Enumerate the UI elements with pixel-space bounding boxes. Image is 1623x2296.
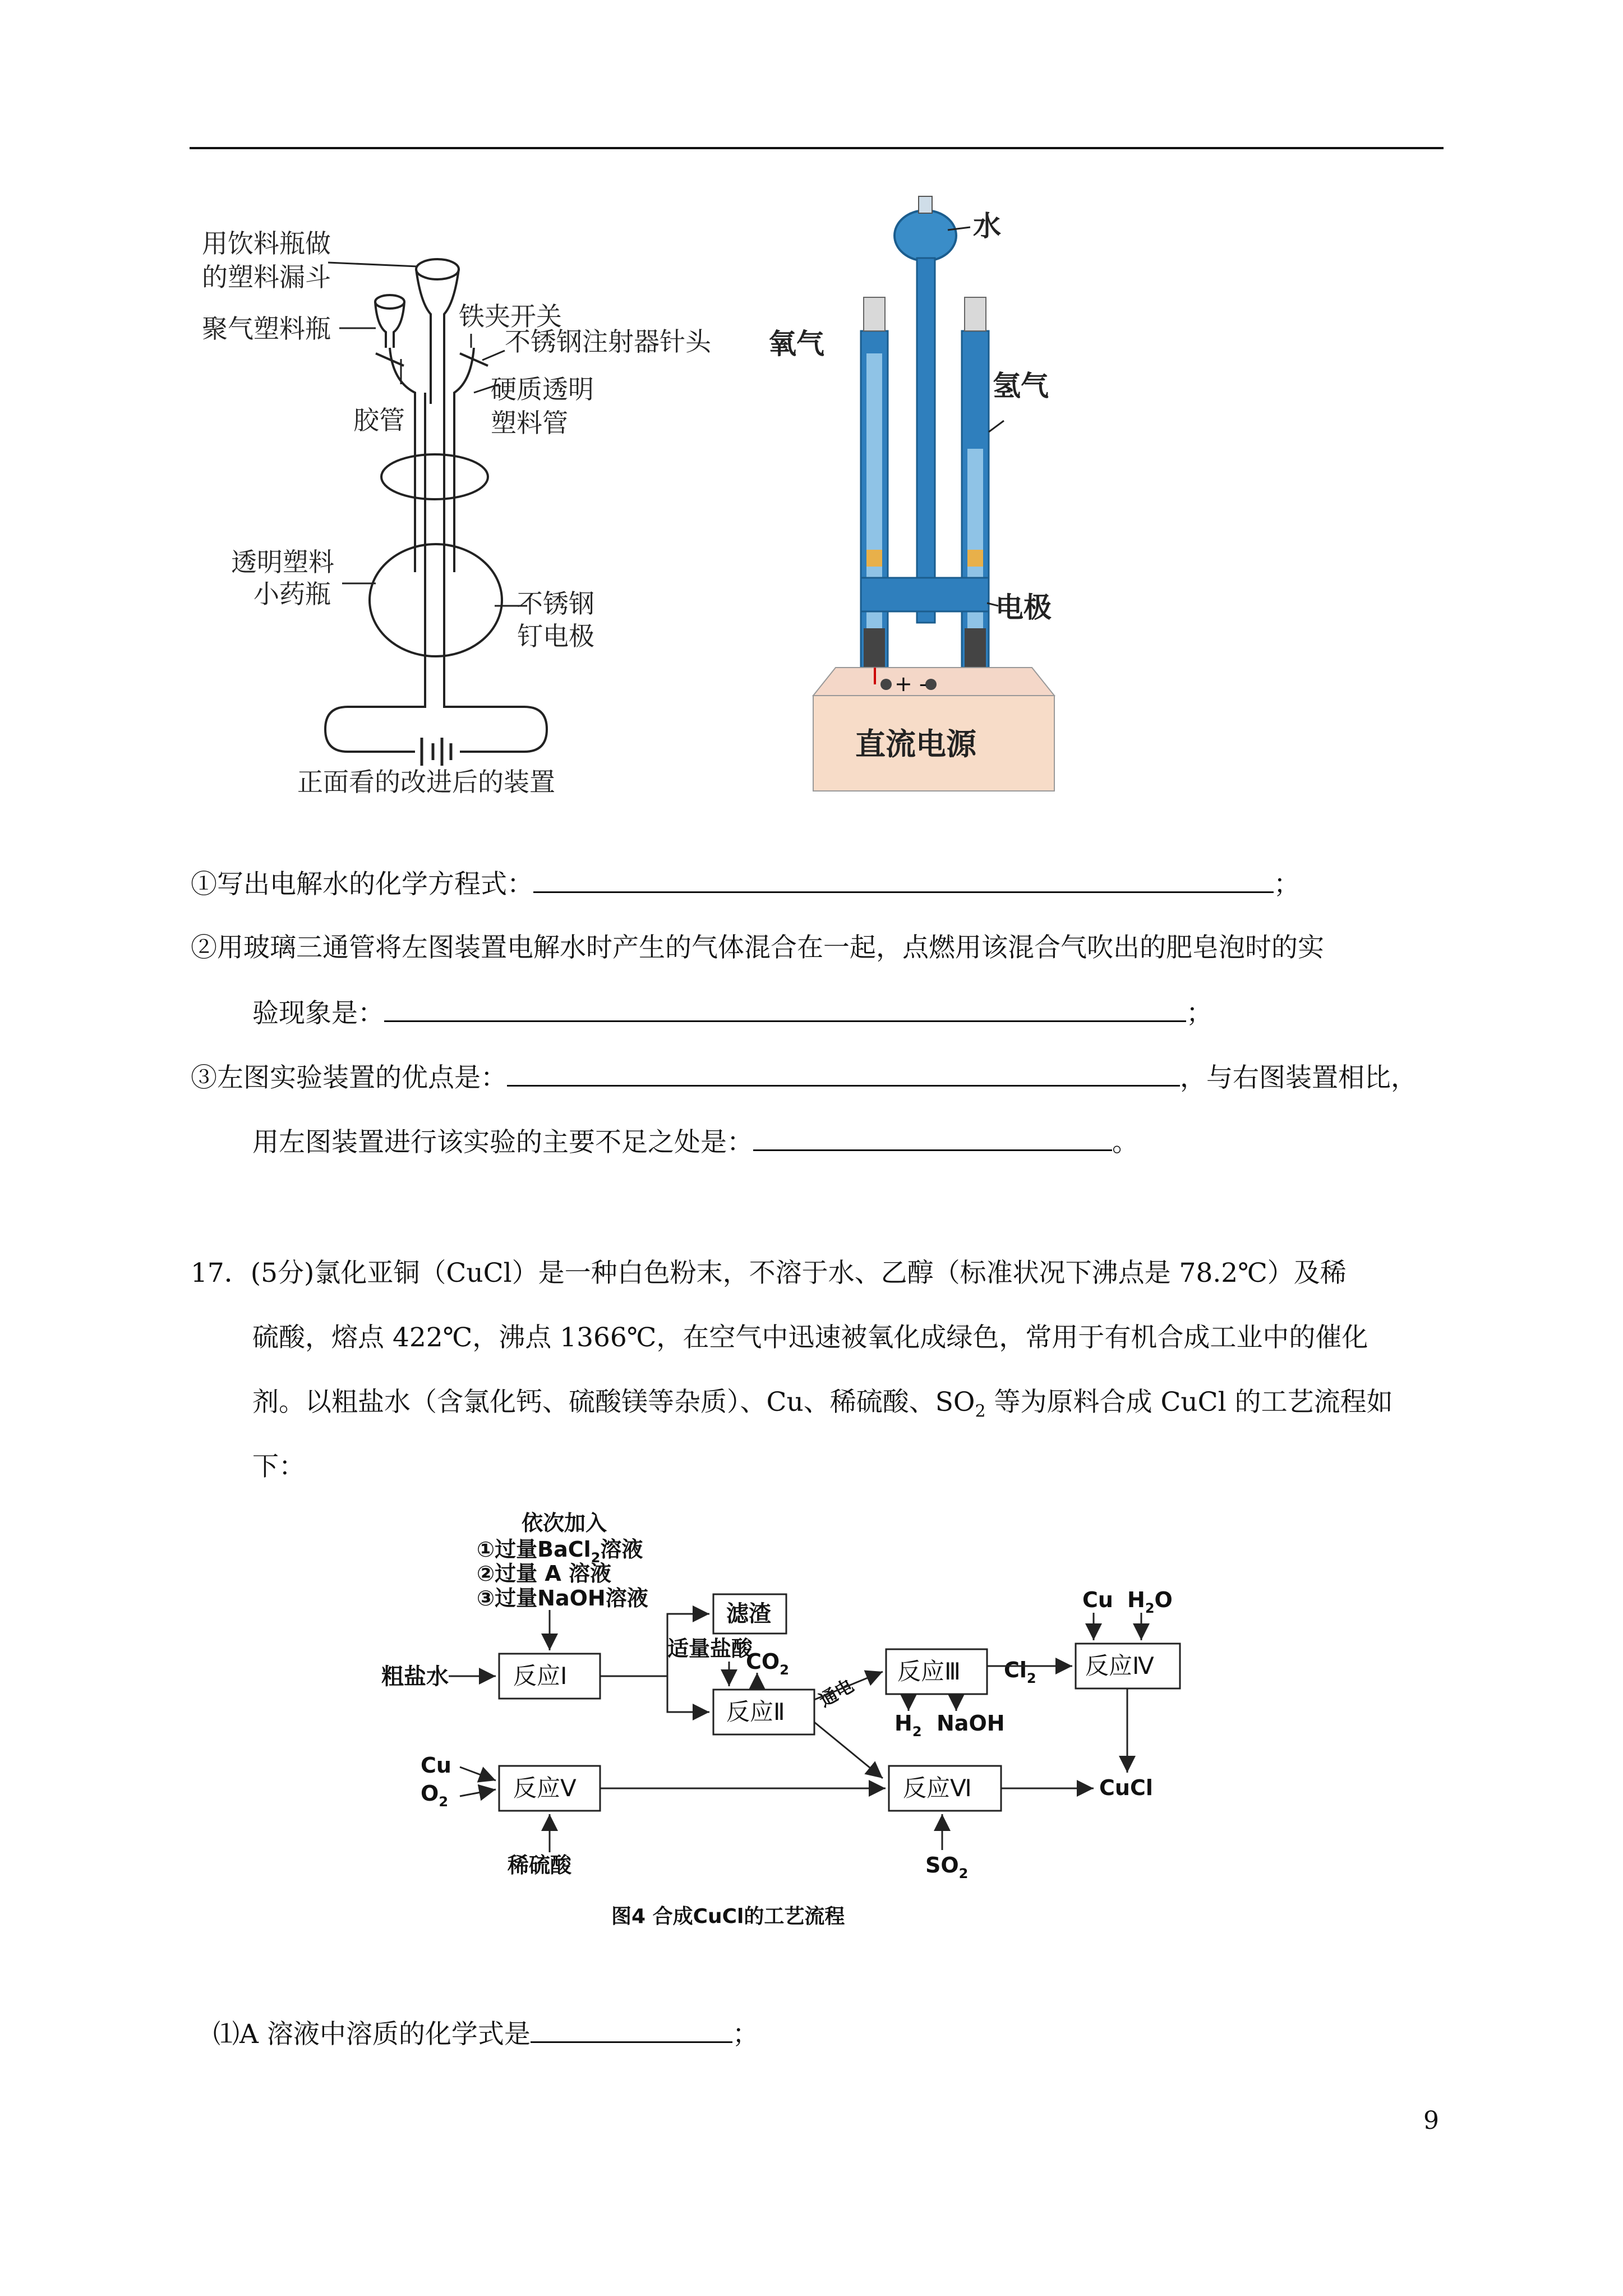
- label-oxygen: 氧气: [768, 328, 824, 360]
- question-3-text: ③左图实验装置的优点是：: [191, 1062, 507, 1093]
- question-2-end: ；: [1186, 998, 1212, 1029]
- flow-add-2: ②过量 A 溶液: [477, 1561, 612, 1586]
- flow-add-3: ③过量NaOH溶液: [477, 1586, 648, 1611]
- power-terminals: + -: [895, 671, 927, 696]
- flow-cl2-sub: 2: [1026, 1671, 1036, 1686]
- question-2-line2-text: 验现象是：: [252, 998, 384, 1029]
- question-3-line2-text: 用左图装置进行该实验的主要不足之处是：: [252, 1127, 753, 1158]
- problem-17-line-3-b: 等为原料合成 CuCl 的工艺流程如: [985, 1387, 1393, 1418]
- flow-cu-top: Cu: [1082, 1588, 1113, 1612]
- flow-cucl: CuCl: [1099, 1775, 1153, 1800]
- sub-question-1-blank[interactable]: [531, 2017, 732, 2043]
- flow-o2-sub: 2: [439, 1794, 449, 1810]
- label-hard-tube-1: 硬质透明: [491, 374, 594, 404]
- flow-h2o: [1127, 1588, 1173, 1616]
- question-3-line2: [252, 1125, 1138, 1159]
- flow-r4: 反应Ⅳ: [1085, 1652, 1154, 1680]
- label-hard-tube-2: 塑料管: [491, 408, 568, 438]
- sub-question-1-text: ⑴A 溶液中溶质的化学式是: [213, 2019, 531, 2050]
- problem-17-line-3-a: 剂。以粗盐水（含氯化钙、硫酸镁等杂质）、Cu、稀硫酸、SO: [252, 1387, 975, 1418]
- flow-add-1-a: ①过量BaCl: [477, 1537, 591, 1562]
- problem-17-line-3-sub: 2: [975, 1401, 986, 1421]
- flow-o2-a: O: [421, 1781, 439, 1806]
- question-3-mid: ，与右图装置相比，: [1180, 1062, 1417, 1093]
- flow-h2: [895, 1711, 922, 1740]
- flow-co2-a: CO: [746, 1649, 780, 1674]
- label-electrode-2: 钉电极: [517, 621, 594, 651]
- question-1-end: ；: [1274, 869, 1300, 900]
- flow-so2-a: SO: [925, 1853, 959, 1878]
- flow-so2: [925, 1853, 968, 1881]
- flow-residue: 滤渣: [726, 1601, 771, 1627]
- label-small-bottle-2: 小药瓶: [253, 579, 331, 609]
- question-1: [191, 867, 1300, 901]
- flow-h2o-b: O: [1154, 1588, 1173, 1612]
- flow-h2o-sub: 2: [1145, 1600, 1155, 1616]
- flow-add-1-sub: 2: [591, 1550, 601, 1566]
- label-electrode-1: 不锈钢: [517, 588, 594, 619]
- flow-r5: 反应Ⅴ: [513, 1774, 577, 1802]
- problem-17-line-4: 下：: [252, 1451, 305, 1482]
- label-electrode-right: 电极: [995, 591, 1052, 624]
- question-2-text: ②用玻璃三通管将左图装置电解水时产生的气体混合在一起，点燃用该混合气吹出的肥皂泡时的实: [191, 932, 1324, 963]
- flow-electrolysis: 通电: [815, 1674, 857, 1711]
- label-needle: 不锈钢注射器针头: [505, 326, 711, 357]
- problem-17-line-2: 硫酸，熔点 422℃，沸点 1366℃，在空气中迅速被氧化成绿色，常用于有机合成工业中的催化: [252, 1322, 1368, 1353]
- header-rule: [190, 147, 1444, 149]
- flow-h2-sub: 2: [912, 1724, 922, 1740]
- question-2-blank[interactable]: [384, 996, 1186, 1022]
- left-apparatus-figure: [191, 213, 808, 797]
- question-1-blank[interactable]: [533, 867, 1274, 893]
- label-poly-bottle: 聚气塑料瓶: [202, 314, 331, 344]
- flow-add-title: 依次加入: [522, 1511, 607, 1535]
- flow-co2: [746, 1649, 789, 1678]
- question-3-blank-1[interactable]: [507, 1060, 1180, 1087]
- flow-o2: [421, 1781, 448, 1810]
- question-3-blank-2[interactable]: [753, 1125, 1112, 1151]
- flow-caption: 图4 合成CuCl的工艺流程: [611, 1905, 845, 1928]
- question-3: [191, 1060, 1417, 1095]
- label-clamp: 铁夹开关: [459, 301, 562, 332]
- sub-question-1-end: ；: [732, 2019, 759, 2050]
- sub-question-1: [213, 2017, 759, 2051]
- flow-r3: 反应Ⅲ: [897, 1658, 961, 1685]
- process-flow-chart: [370, 1509, 1223, 1935]
- flow-h2-a: H: [895, 1711, 912, 1736]
- label-funnel-1: 用饮料瓶做: [202, 228, 331, 259]
- question-2: [191, 931, 1324, 965]
- flow-r6: 反应Ⅵ: [903, 1774, 972, 1802]
- label-funnel-2: 的塑料漏斗: [202, 262, 331, 292]
- question-1-text: ①写出电解水的化学方程式：: [191, 869, 533, 900]
- flow-r1: 反应Ⅰ: [513, 1662, 568, 1690]
- label-power: 直流电源: [855, 726, 976, 762]
- label-hydrogen: 氢气: [993, 370, 1049, 402]
- left-figure-caption: 正面看的改进后的装置: [297, 767, 555, 797]
- flow-crude: 粗盐水: [381, 1664, 449, 1690]
- flow-naoh: NaOH: [937, 1711, 1005, 1736]
- label-hose: 胶管: [353, 405, 405, 435]
- right-apparatus-figure: [768, 185, 1329, 802]
- problem-17-line-1: 17．(5分)氯化亚铜（CuCl）是一种白色粉末，不溶于水、乙醇（标准状况下沸点是 78.2℃）及稀: [191, 1258, 1347, 1289]
- label-water: 水: [973, 210, 1001, 242]
- flow-r2: 反应Ⅱ: [726, 1698, 785, 1726]
- flow-h2o-a: H: [1127, 1588, 1145, 1612]
- label-small-bottle-1: 透明塑料: [231, 547, 334, 577]
- problem-17-line-3: [252, 1386, 1393, 1428]
- flow-dil-h2so4: 稀硫酸: [508, 1853, 572, 1878]
- flow-so2-sub: 2: [958, 1866, 969, 1881]
- flow-cl2: [1004, 1658, 1036, 1686]
- page-number: 9: [1423, 2106, 1439, 2135]
- flow-add-1-b: 溶液: [600, 1537, 643, 1562]
- flow-hcl: 适量盐酸: [667, 1636, 753, 1661]
- flow-cl2-a: Cl: [1004, 1658, 1027, 1682]
- flow-cu-left: Cu: [421, 1753, 451, 1778]
- flow-co2-sub: 2: [780, 1662, 789, 1678]
- question-3-end: 。: [1112, 1127, 1138, 1158]
- question-2-line2: [252, 996, 1212, 1030]
